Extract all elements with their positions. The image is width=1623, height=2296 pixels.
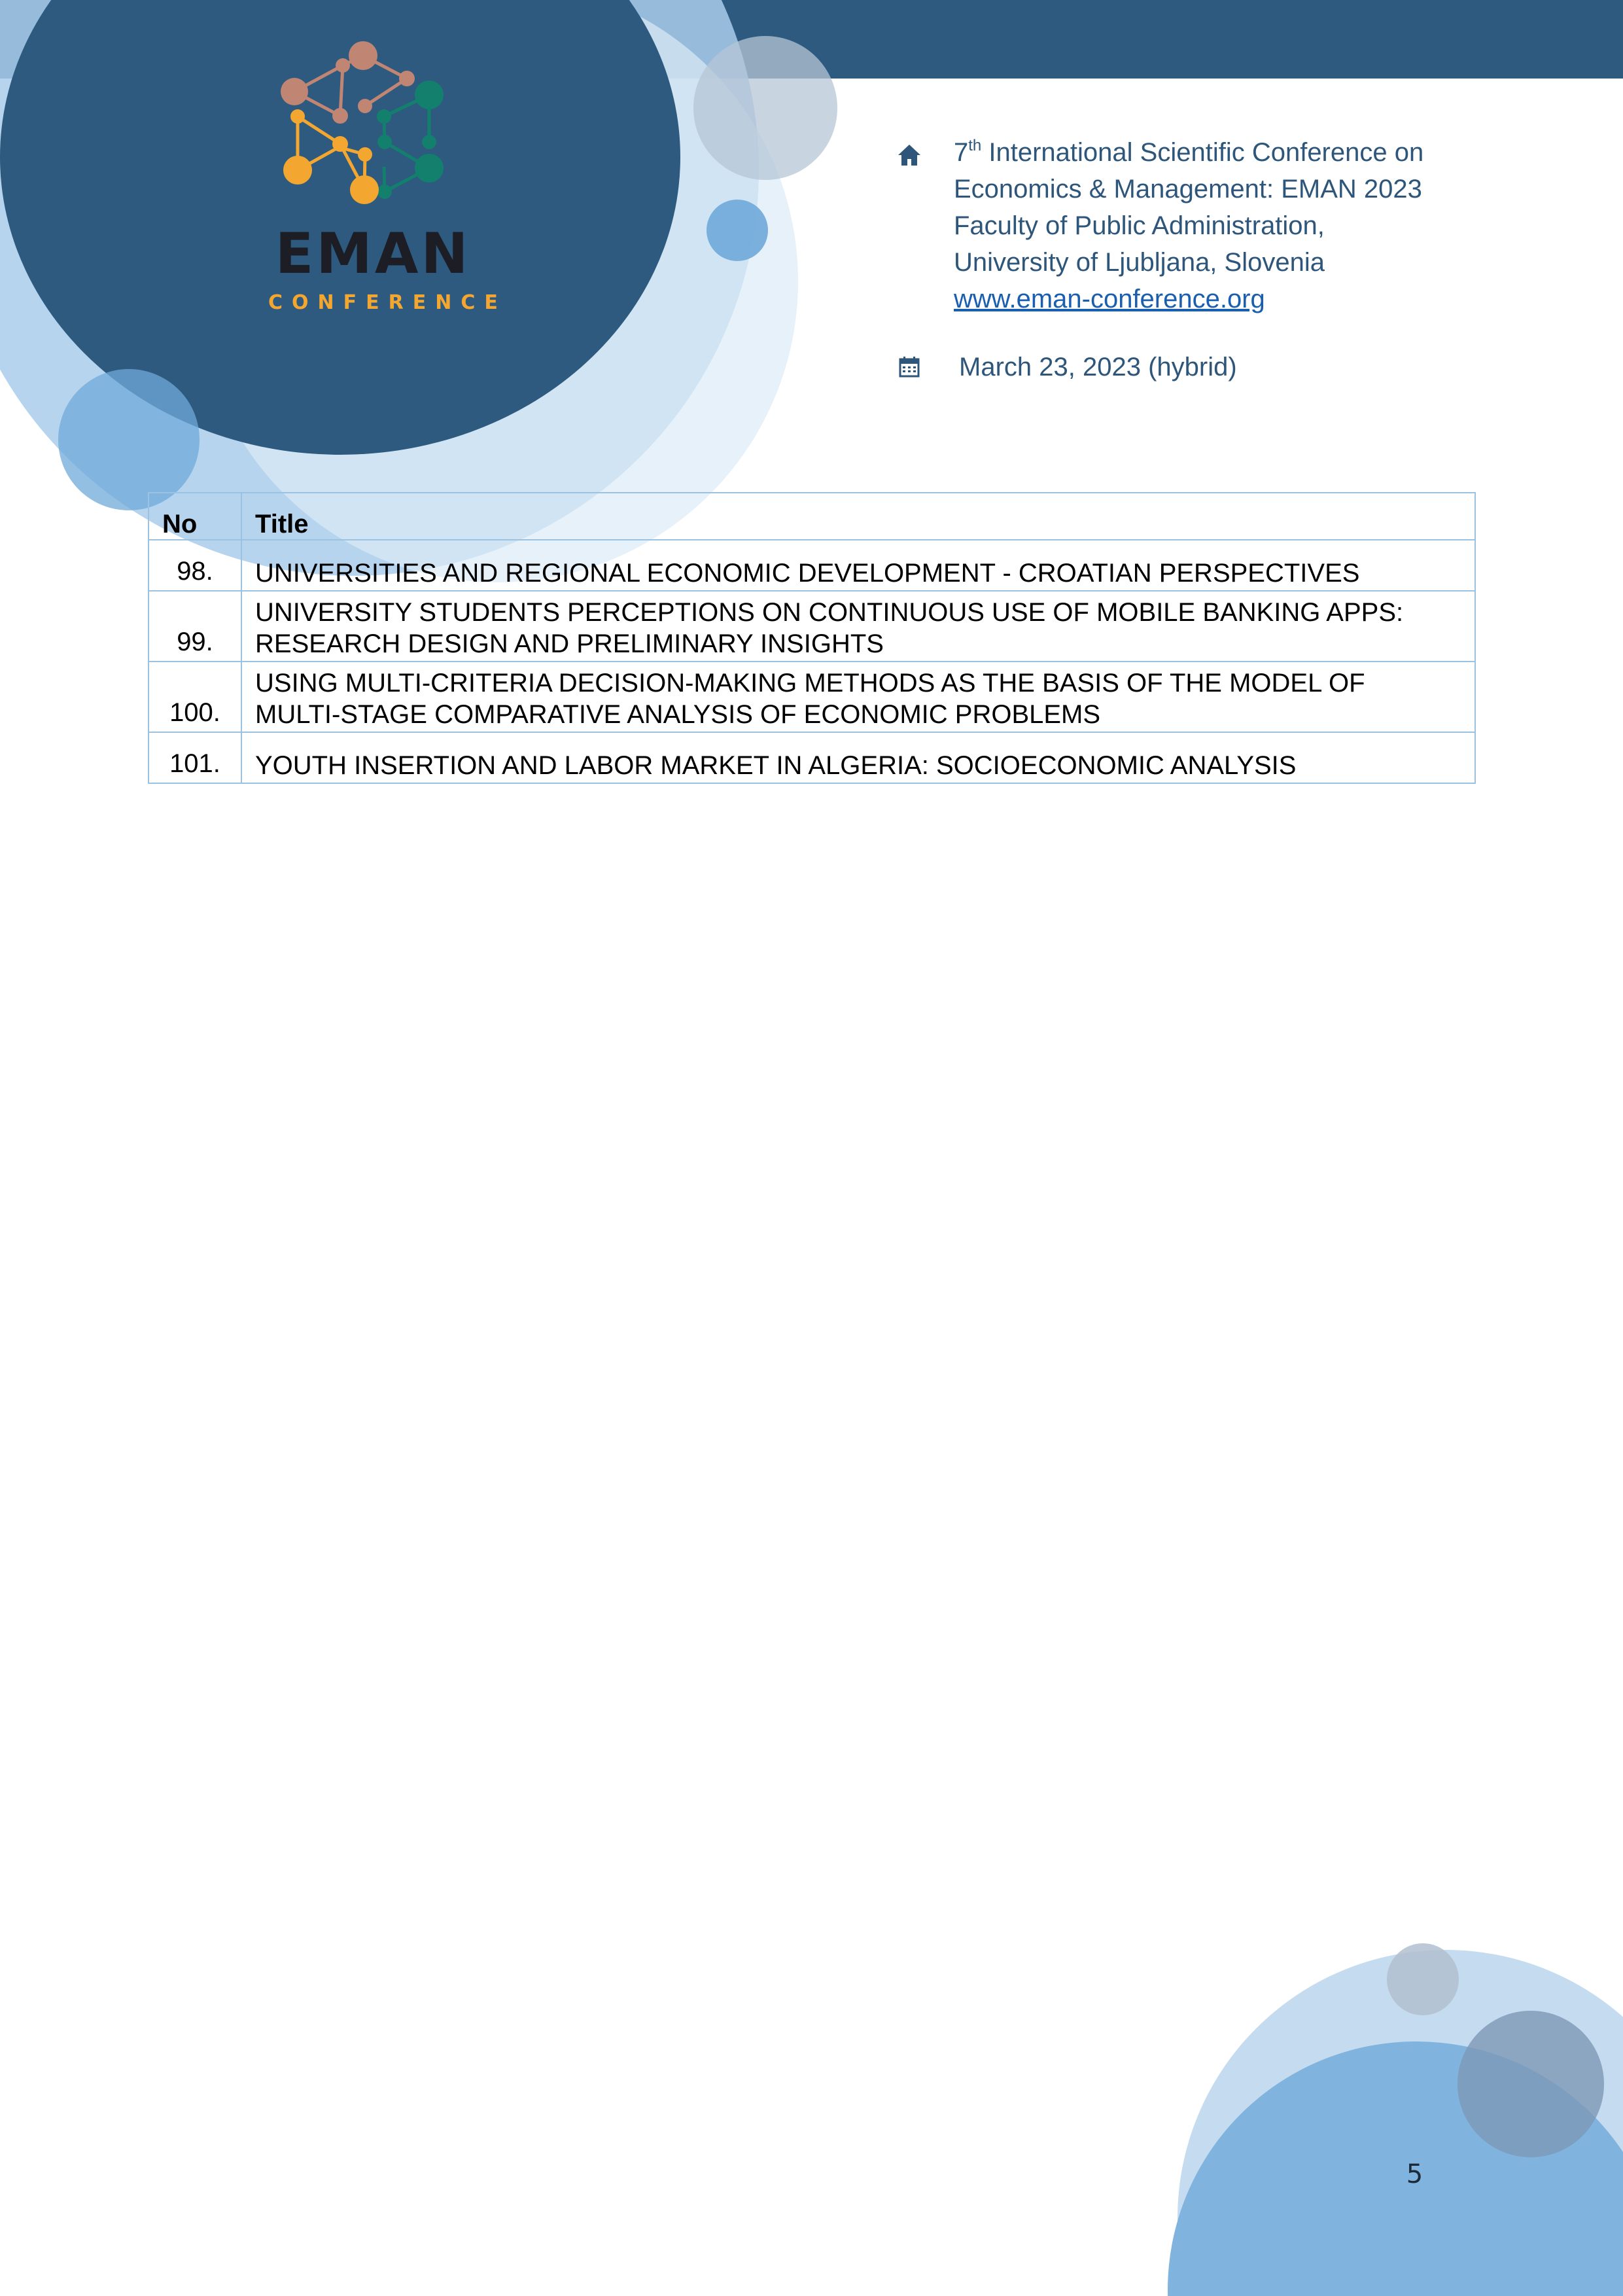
header-bubble-blue-small <box>707 200 768 261</box>
paper-title-line: UNIVERSITY STUDENTS PERCEPTIONS ON CONTINUOUS USE OF MOBILE BANKING APPS: <box>255 598 1404 627</box>
paper-title-line: USING MULTI-CRITERIA DECISION-MAKING METHODS AS THE BASIS OF THE MODEL OF <box>255 669 1365 698</box>
paper-title <box>241 732 1475 783</box>
row-number: 100. <box>148 662 241 732</box>
paper-title-line: UNIVERSITIES AND REGIONAL ECONOMIC DEVELOPMENT - CROATIAN PERSPECTIVES <box>255 559 1360 588</box>
conference-title-rest: International Scientific Conference on <box>981 138 1424 167</box>
header-bubble-grey <box>693 36 837 180</box>
page-number: 5 <box>1406 2159 1423 2189</box>
paper-title <box>241 591 1475 662</box>
footer-bubble-grey-large <box>1457 2011 1604 2157</box>
paper-title <box>241 540 1475 591</box>
venue-line-1: Faculty of Public Administration, <box>954 211 1325 240</box>
table-row <box>148 732 1475 783</box>
conference-title-line2: Economics & Management: EMAN 2023 <box>954 175 1422 203</box>
calendar-icon <box>896 354 922 380</box>
edition-number: 7 <box>954 138 969 167</box>
logo-wordmark: EMAN <box>275 221 471 287</box>
paper-title <box>241 662 1475 732</box>
paper-title-line: RESEARCH DESIGN AND PRELIMINARY INSIGHTS <box>255 629 884 658</box>
table-row <box>148 540 1475 591</box>
venue-text <box>954 134 1423 317</box>
table-header-row <box>148 493 1475 540</box>
header-bubble-blue-large <box>58 369 200 510</box>
eman-logo <box>268 33 507 321</box>
molecule-logo-icon <box>268 33 478 229</box>
papers-table <box>148 492 1476 784</box>
paper-title-line: MULTI-STAGE COMPARATIVE ANALYSIS OF ECONOMIC PROBLEMS <box>255 700 1101 729</box>
event-date: March 23, 2023 (hybrid) <box>959 353 1237 381</box>
row-number: 101. <box>148 732 241 783</box>
logo-subtitle: CONFERENCE <box>268 291 507 314</box>
row-number: 99. <box>148 591 241 662</box>
row-number: 98. <box>148 540 241 591</box>
column-header-title: Title <box>241 493 1475 540</box>
conference-title <box>954 134 1423 171</box>
paper-title-line: YOUTH INSERTION AND LABOR MARKET IN ALGERIA: SOCIOECONOMIC ANALYSIS <box>255 751 1297 780</box>
footer-bubble-grey-small <box>1387 1943 1459 2015</box>
venue-line-2: University of Ljubljana, Slovenia <box>954 248 1325 277</box>
column-header-no: No <box>148 493 241 540</box>
home-icon <box>896 142 922 168</box>
table-row <box>148 591 1475 662</box>
edition-suffix: th <box>968 137 982 154</box>
website-link[interactable]: www.eman-conference.org <box>954 285 1265 313</box>
table-row <box>148 662 1475 732</box>
